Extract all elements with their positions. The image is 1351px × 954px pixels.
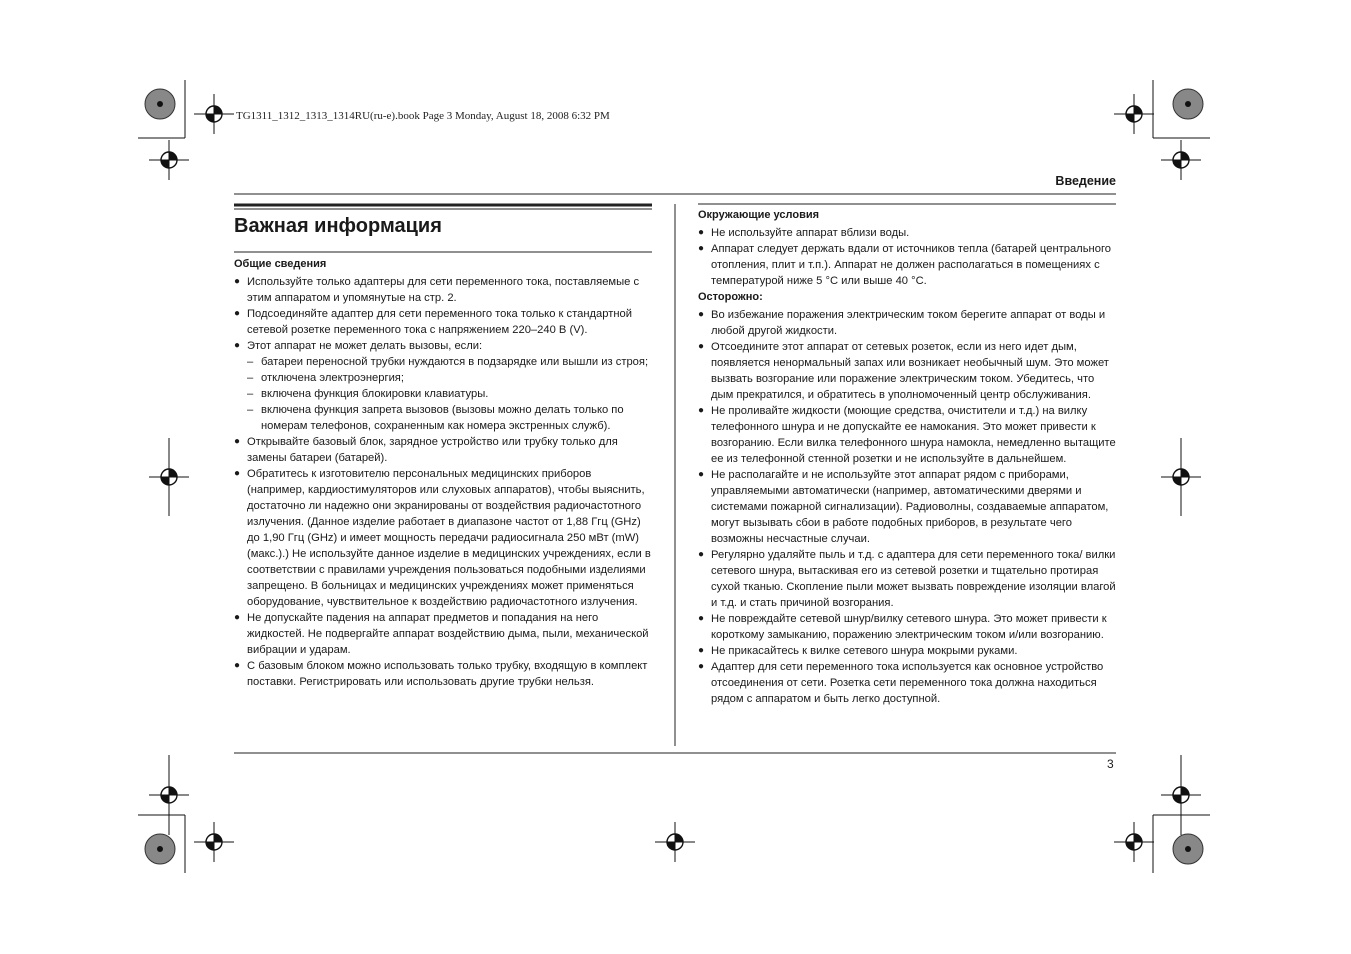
bullet-dot-icon: ● [698, 227, 705, 238]
bullet-dot-icon: ● [698, 469, 705, 480]
list-item [234, 658, 652, 690]
dash-mark: – [247, 372, 254, 384]
crosshair-icon [1114, 822, 1154, 862]
item-text: С базовым блоком можно использовать только трубку, входящую в комплект поставки. Регистрировать или использовать другие трубки нельзя. [247, 660, 648, 688]
bullet-dot-icon: ● [698, 341, 705, 352]
item-text: Подсоединяйте адаптер для сети переменного тока только к стандартной сетевой розетке переменного тока с напряжением 220–240 В (V). [247, 308, 633, 336]
section-heading: Окружающие условия [698, 209, 820, 221]
list-item [234, 610, 652, 658]
item-text: Этот аппарат не может делать вызовы, если: [247, 340, 483, 352]
crosshair-icon [194, 94, 234, 134]
bullet-dot-icon: ● [234, 276, 241, 287]
starburst-icon [1173, 89, 1203, 119]
list-item [234, 434, 652, 466]
bullet-dot-icon: ● [698, 613, 705, 624]
crosshair-icon [149, 775, 189, 815]
item-text: Не проливайте жидкости (моющие средства, очистители и т.д.) на вилку телефонного шнура и не допускайте ее намокания. Это может привести к возгоранию. Если вилка телефонного шнура намокла, немедленно вытащите ее из телефонной стенной розетки и не используйте в дальнейшем. [711, 405, 1116, 465]
bullet-dot-icon: ● [234, 468, 241, 479]
dash-mark: – [247, 404, 254, 416]
page-number: 3 [1107, 757, 1114, 771]
caution-heading: Осторожно: [698, 291, 763, 303]
list-item [698, 403, 1116, 467]
list-item [234, 274, 652, 306]
list-item [234, 466, 652, 610]
list-item [698, 241, 1116, 289]
dash-item [234, 402, 652, 434]
item-text: Не используйте аппарат вблизи воды. [711, 227, 910, 239]
item-text: включена функция запрета вызовов (вызовы можно делать только по номерам телефонов, сохраненным как номера экстренных служб). [261, 404, 624, 432]
bullet-dot-icon: ● [234, 436, 241, 447]
list-item [698, 547, 1116, 611]
dash-item [234, 386, 652, 402]
dash-item [234, 354, 652, 370]
dash-item [234, 370, 652, 386]
section-label: Введение [1055, 174, 1116, 188]
bullet-dot-icon: ● [234, 660, 241, 671]
section-heading: Общие сведения [234, 258, 327, 270]
list-item [234, 338, 652, 354]
item-text: Используйте только адаптеры для сети переменного тока, поставляемые с этим аппаратом и упомянутые на стр. 2. [247, 276, 640, 304]
list-item [698, 611, 1116, 643]
item-text: батареи переносной трубки нуждаются в подзарядке или вышли из строя; [261, 356, 649, 368]
item-text: Отсоедините этот аппарат от сетевых розеток, если из него идет дым, появляется ненормальный запах или возникает необычный шум. Это может вызвать возгорание или поражение электрическим током. Убедитесь, что дым прекратился, и обратитесь в уполномоченный центр обслуживания. [711, 341, 1109, 401]
bullet-dot-icon: ● [698, 645, 705, 656]
bullet-dot-icon: ● [234, 340, 241, 351]
item-text: Не прикасайтесь к вилке сетевого шнура мокрыми руками. [711, 645, 1018, 657]
book-info: TG1311_1312_1313_1314RU(ru-e).book Page 3 Monday, August 18, 2008 6:32 PM [236, 110, 610, 122]
list-item [698, 643, 1116, 659]
item-text: Обратитесь к изготовителю персональных медицинских приборов (например, кардиостимуляторов или слуховых аппаратов), чтобы выяснить, достаточно ли надежно они экранированы от воздействия радиочастотного излучения. (Данное изделие работает в диапазоне частот от 1,88 Ггц (GHz) до 1,90 Ггц (GHz) и имеет мощность передачи радиосигнала 250 мВт (mW) (макс.).) Не используйте данное изделие в медицинских учреждениях, если в соответствии с правилами учреждения пользоваться подобными изделиями запрещено. В больницах и медицинских учреждениях может применяться оборудование, чувствительное к воздействию радиочастотного излучения. [247, 468, 651, 608]
list-item [698, 307, 1116, 339]
starburst-icon [1173, 834, 1203, 864]
dash-mark: – [247, 388, 254, 400]
crosshair-icon [1161, 775, 1201, 815]
list-item [698, 659, 1116, 707]
crosshair-icon [1161, 140, 1201, 180]
list-item [234, 306, 652, 338]
bullet-dot-icon: ● [234, 612, 241, 623]
bullet-dot-icon: ● [698, 549, 705, 560]
crosshair-icon [149, 140, 189, 180]
starburst-icon [145, 89, 175, 119]
left-column [234, 256, 652, 690]
item-text: Не повреждайте сетевой шнур/вилку сетевого шнура. Это может привести к короткому замыканию, поражению электрическим током и/или возгоранию. [711, 613, 1107, 641]
crosshair-icon [194, 822, 234, 862]
crosshair-icon [1114, 94, 1154, 134]
item-text: Аппарат следует держать вдали от источников тепла (батарей центрального отопления, плит и т.п.). Аппарат не должен располагаться в помещениях с температурой ниже 5 °C или выше 40 °C. [711, 243, 1111, 287]
list-item [698, 467, 1116, 547]
item-text: Регулярно удаляйте пыль и т.д. с адаптера для сети переменного тока/ вилки сетевого шнура, вытаскивая его из сетевой розетки и тщательно протирая сухой тканью. Скопление пыли может вызвать повреждение изоляции влагой и т.д. и стать причиной возгорания. [711, 549, 1116, 609]
crosshair-icon [149, 457, 189, 497]
crosshair-icon [655, 822, 695, 862]
item-text: Адаптер для сети переменного тока используется как основное устройство отсоединения от сети. Розетка сети переменного тока должна находиться рядом с аппаратом и быть легко доступной. [711, 661, 1104, 705]
item-text: отключена электроэнергия; [261, 372, 404, 384]
bullet-dot-icon: ● [234, 308, 241, 319]
bullet-dot-icon: ● [698, 309, 705, 320]
right-column [698, 207, 1116, 707]
dash-mark: – [247, 356, 254, 368]
item-text: включена функция блокировки клавиатуры. [261, 388, 489, 400]
item-text: Во избежание поражения электрическим током берегите аппарат от воды и любой другой жидкости. [711, 309, 1106, 337]
crosshair-icon [1161, 457, 1201, 497]
bullet-dot-icon: ● [698, 405, 705, 416]
page-title: Важная информация [234, 215, 442, 237]
list-item [698, 339, 1116, 403]
item-text: Открывайте базовый блок, зарядное устройство или трубку только для замены батареи (батарей). [247, 436, 618, 464]
list-item [698, 225, 1116, 241]
item-text: Не допускайте падения на аппарат предметов и попадания на него жидкостей. Не подвергайте аппарат воздействию дыма, пыли, механической вибрации и ударам. [247, 612, 649, 656]
starburst-icon [145, 834, 175, 864]
bullet-dot-icon: ● [698, 661, 705, 672]
item-text: Не располагайте и не используйте этот аппарат рядом с приборами, управляемыми автоматически (например, автоматическими дверями и системами пожарной сигнализации). Радиоволны, создаваемые аппаратом, могут вызывать сбои в работе подобных приборов, в результате чего возможны несчастные случаи. [711, 469, 1109, 545]
bullet-dot-icon: ● [698, 243, 705, 254]
